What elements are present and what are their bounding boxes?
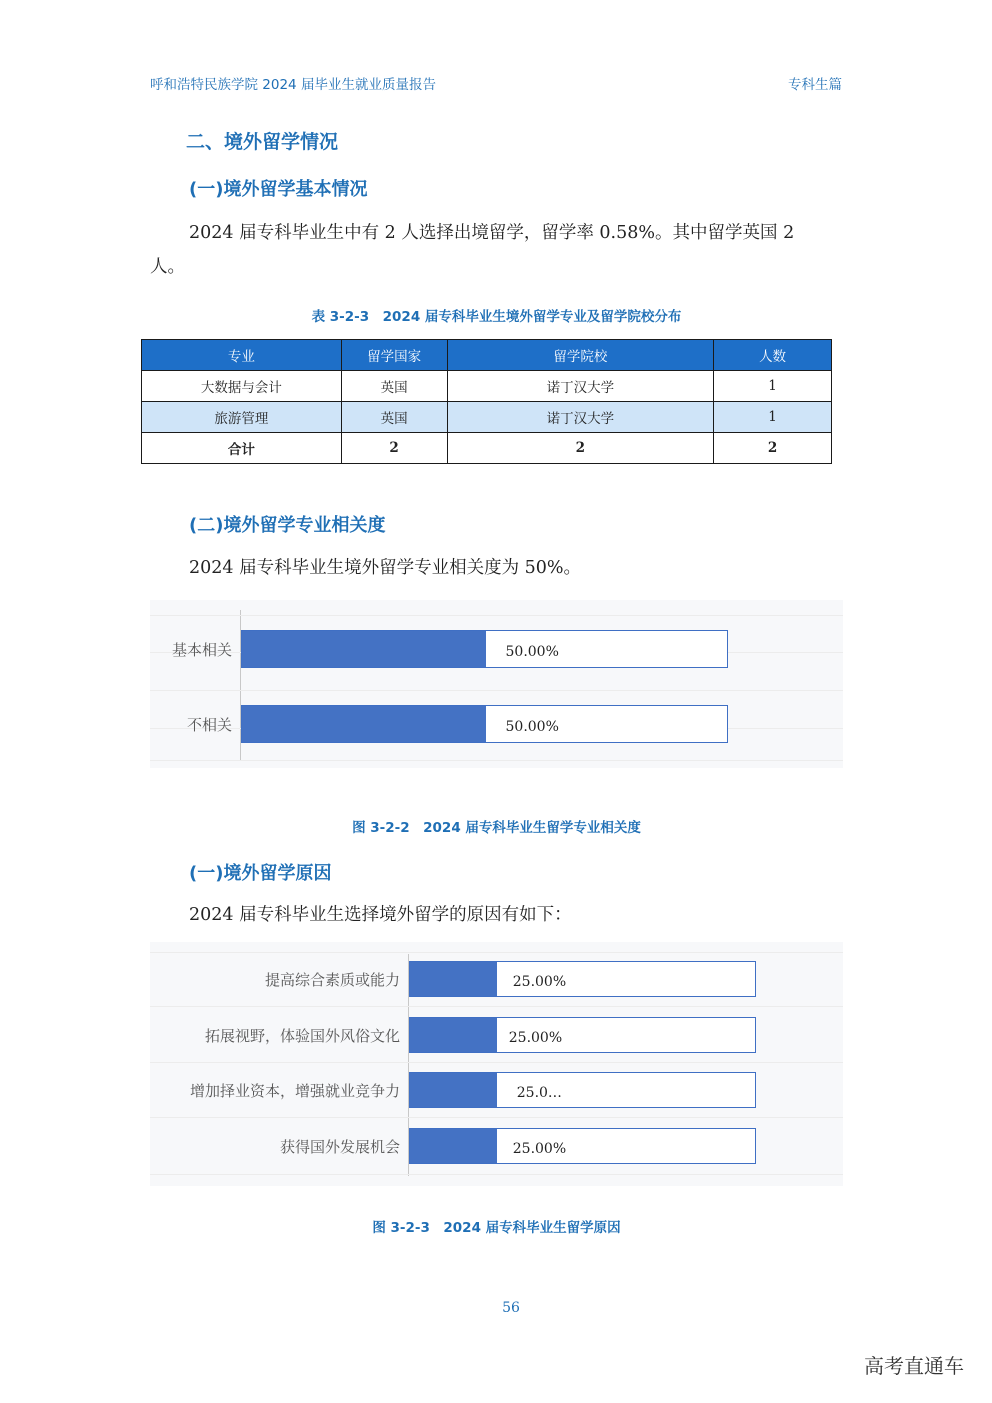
- chart-category-label: 基本相关: [171, 641, 232, 659]
- chart-data-label: 50.00%: [505, 719, 559, 735]
- table-cell: 诺丁汉大学: [447, 371, 714, 402]
- chart-category-label: 增加择业资本，增强就业竞争力: [189, 1082, 400, 1100]
- section-title: 二、境外留学情况: [186, 131, 339, 153]
- chart-caption-relevance: 图 3-2-2 2024 届专科毕业生留学专业相关度: [352, 820, 641, 836]
- table-total-row: [142, 433, 832, 464]
- watermark-text: 高考直通车: [864, 1354, 964, 1378]
- paragraph-relevance: 2024 届专科毕业生境外留学专业相关度为 50%。: [189, 558, 582, 578]
- chart-bar-track: [409, 1128, 756, 1164]
- chart-data-label: 25.00%: [508, 1029, 563, 1046]
- chart-gridline: [150, 1117, 843, 1118]
- page-number: 56: [502, 1300, 520, 1316]
- chart-bar: [242, 631, 486, 667]
- table-cell: 大数据与会计: [142, 371, 342, 402]
- table-row: [142, 402, 832, 433]
- table-cell: 2: [447, 433, 714, 464]
- study-abroad-table: [141, 339, 832, 464]
- chart-bar-track: [409, 1017, 756, 1053]
- chart-gridline: [150, 690, 843, 691]
- chart-data-label: 50.00%: [505, 644, 559, 660]
- table-header-cell: 专业: [142, 340, 342, 371]
- chart-category-label: 获得国外发展机会: [279, 1137, 400, 1156]
- table-header-cell: 留学院校: [447, 340, 714, 371]
- chart-gridline: [150, 1006, 843, 1007]
- chart-category-label: 不相关: [186, 716, 232, 734]
- table-cell: 1: [714, 402, 832, 433]
- chart-bar: [410, 962, 497, 996]
- paragraph-basic-line1: 2024 届专科毕业生中有 2 人选择出境留学，留学率 0.58%。其中留学英国 2: [189, 223, 795, 243]
- table-cell: 诺丁汉大学: [447, 402, 714, 433]
- relevance-chart: [150, 600, 843, 768]
- paragraph-basic-line2: 人。: [150, 257, 185, 277]
- chart-gridline: [150, 952, 843, 953]
- chart-gridline: [150, 760, 843, 761]
- chart-gridline: [150, 1174, 843, 1175]
- chart-caption-reasons: 图 3-2-3 2024 届专科毕业生留学原因: [372, 1220, 621, 1236]
- table-row: [142, 371, 832, 402]
- chart-data-label: 25.0…: [516, 1085, 562, 1101]
- table-header-row: [142, 340, 832, 371]
- chart-data-label: 25.00%: [512, 1140, 567, 1157]
- chart-bar: [410, 1073, 497, 1107]
- table-cell: 英国: [341, 371, 447, 402]
- chart-bar-track: [241, 705, 728, 743]
- report-header-title: 呼和浩特民族学院 2024 届毕业生就业质量报告: [150, 77, 436, 93]
- chart-bar: [242, 706, 486, 742]
- chart-bar-track: [409, 961, 756, 997]
- table-cell: 2: [714, 433, 832, 464]
- subsection-title-reasons: (一)境外留学原因: [189, 863, 332, 884]
- chart-bar-track: [241, 630, 728, 668]
- subsection-title-basic: (一)境外留学基本情况: [189, 179, 368, 200]
- table-cell: 合计: [142, 433, 342, 464]
- table-cell: 1: [714, 371, 832, 402]
- chart-data-label: 25.00%: [512, 974, 567, 990]
- chart-bar: [410, 1018, 497, 1052]
- paragraph-reasons: 2024 届专科毕业生选择境外留学的原因有如下：: [189, 905, 572, 925]
- report-header-section: 专科生篇: [788, 77, 842, 93]
- table-caption: 表 3-2-3 2024 届专科毕业生境外留学专业及留学院校分布: [311, 309, 682, 325]
- chart-gridline: [150, 615, 843, 616]
- table-cell: 旅游管理: [142, 402, 342, 433]
- table-header-cell: 人数: [714, 340, 832, 371]
- chart-gridline: [150, 1062, 843, 1063]
- table-header-cell: 留学国家: [341, 340, 447, 371]
- chart-bar: [410, 1129, 497, 1163]
- chart-category-label: 提高综合素质或能力: [264, 971, 400, 989]
- chart-category-label: 拓展视野，体验国外风俗文化: [204, 1026, 400, 1045]
- reasons-chart: [150, 942, 843, 1186]
- table-cell: 英国: [341, 402, 447, 433]
- subsection-title-relevance: (二)境外留学专业相关度: [189, 515, 386, 536]
- chart-bar-track: [409, 1072, 756, 1108]
- table-cell: 2: [341, 433, 447, 464]
